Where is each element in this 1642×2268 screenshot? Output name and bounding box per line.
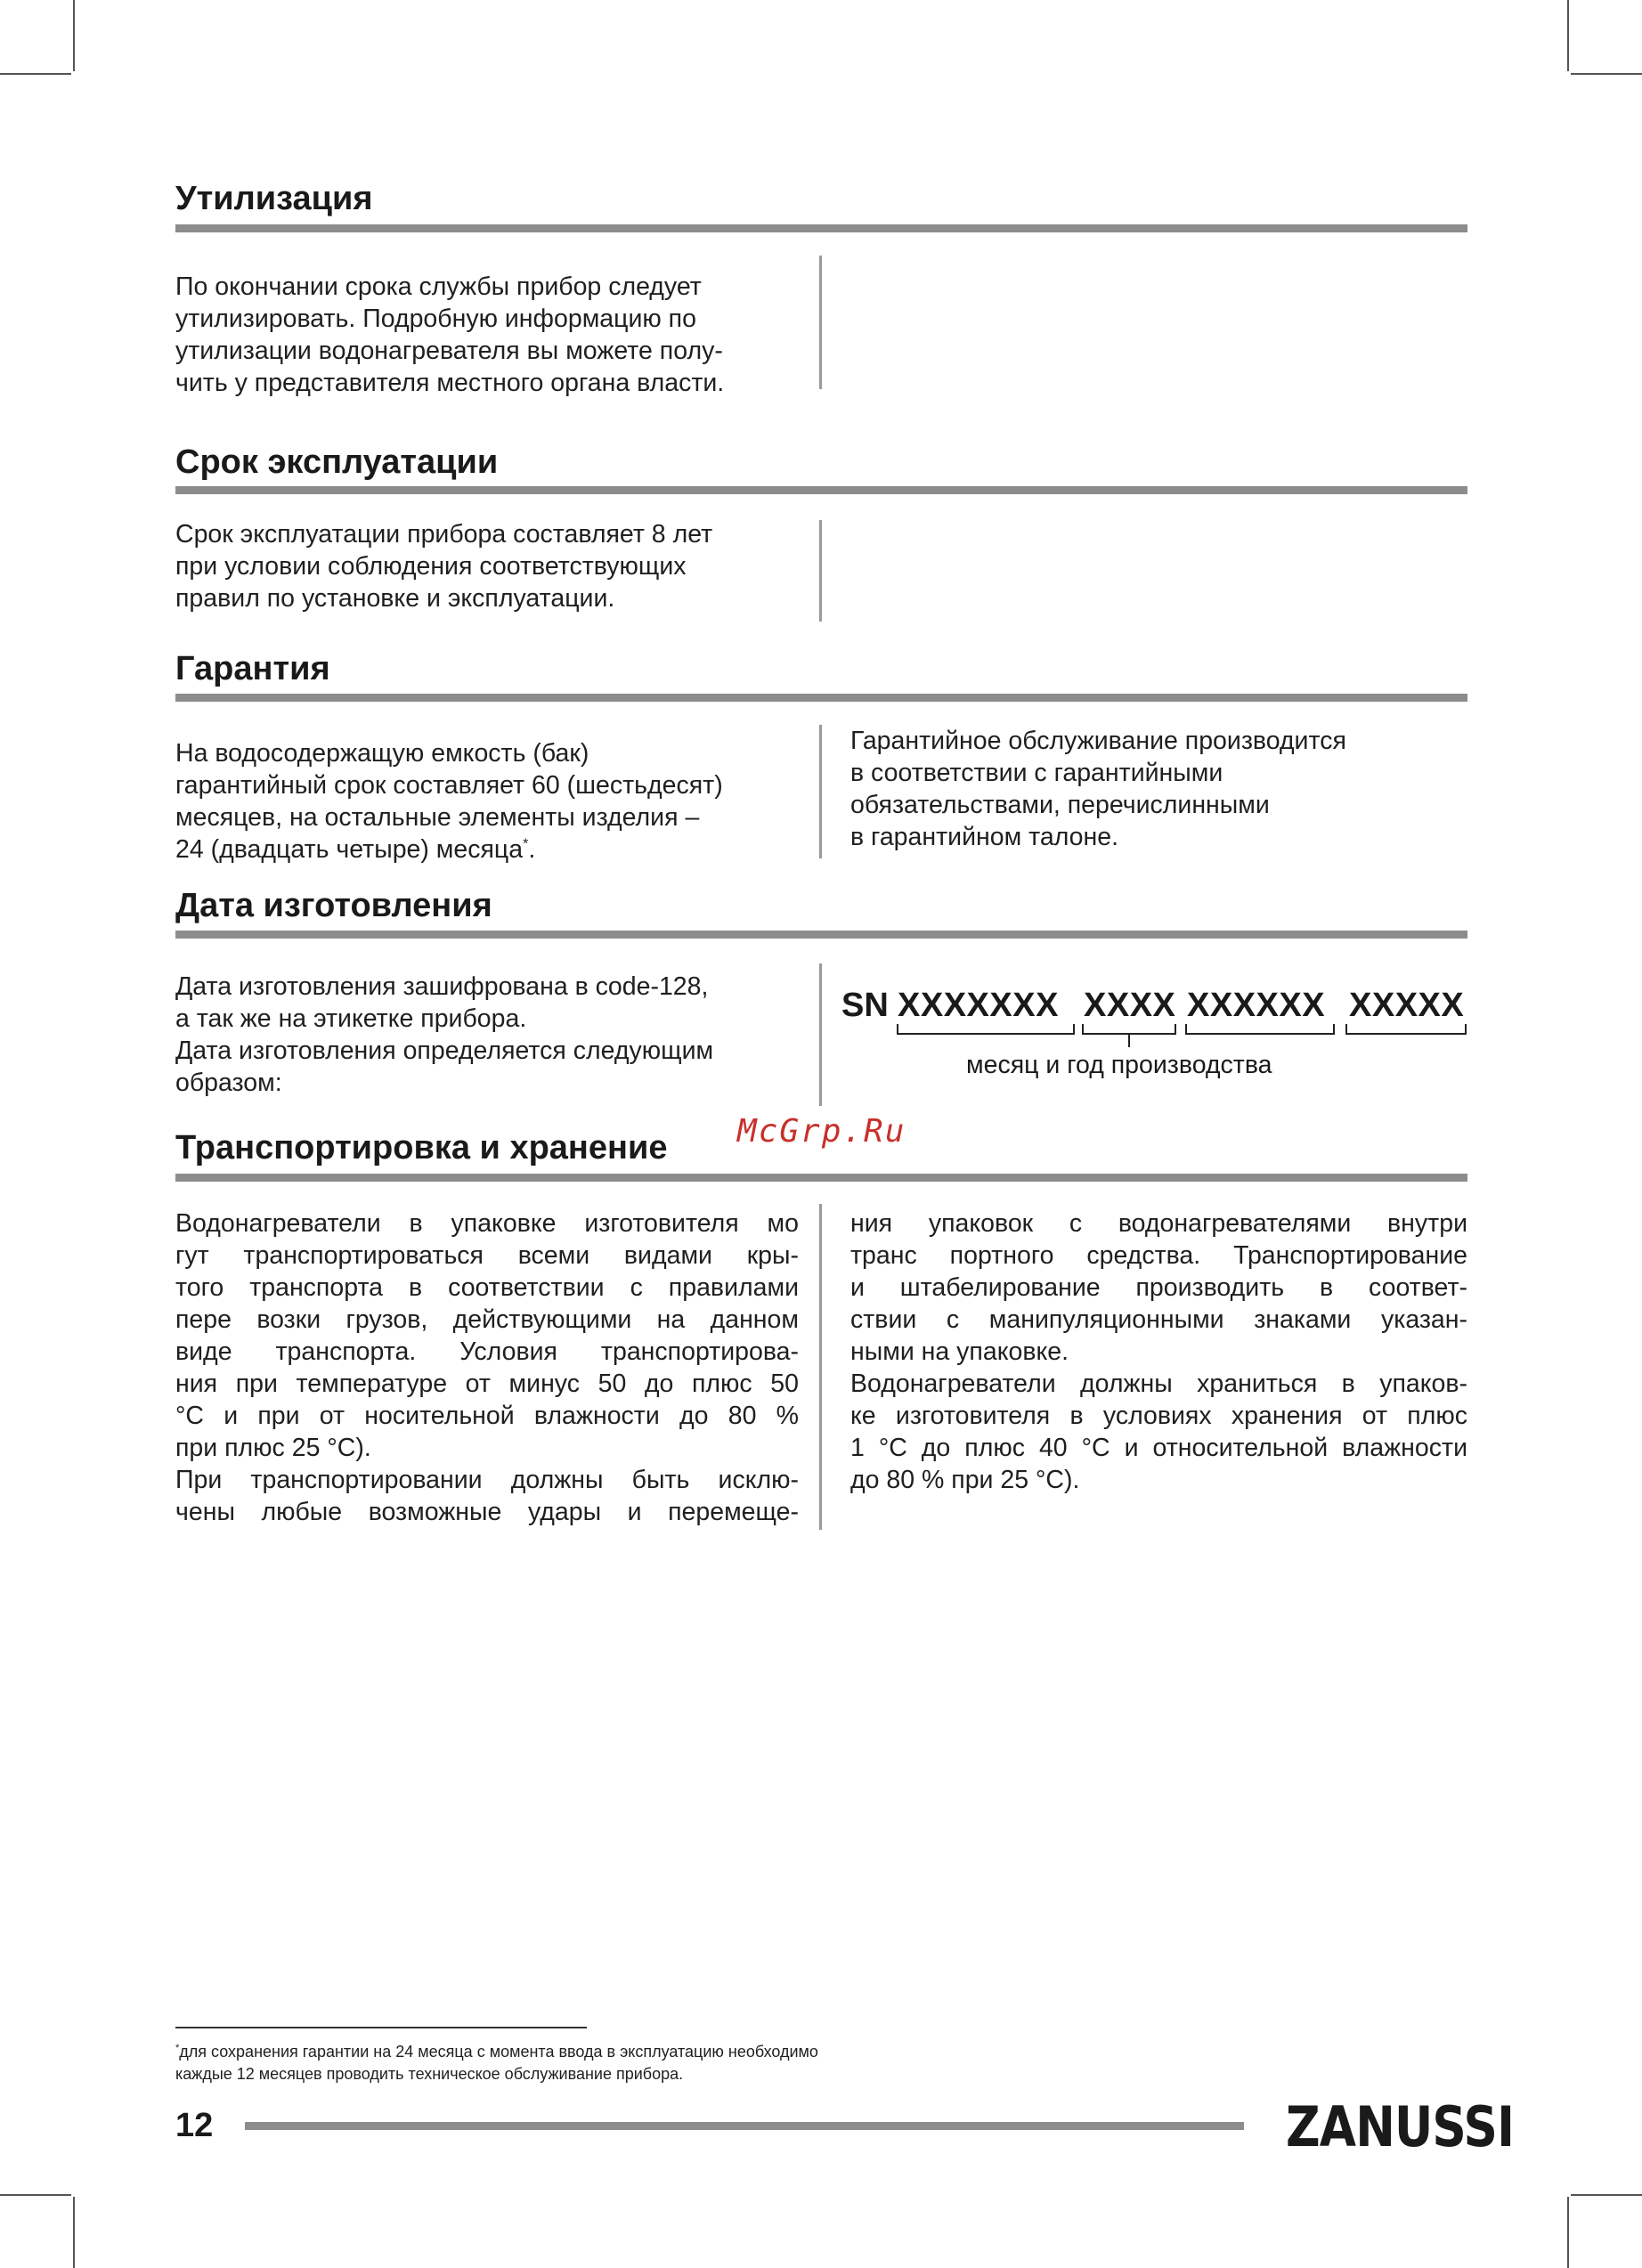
text-line: 1 °С до плюс 40 °С и относительной влажности [850,1434,1467,1462]
transport-text-right [850,1207,1467,1496]
footnote-text: для сохранения гарантии на 24 месяца с момента ввода в эксплуатацию необходимо [179,2043,818,2061]
section-title-utilization: Утилизация [175,180,373,217]
text-line: ния упаковок с водонагревателями внутри [850,1209,1467,1238]
crop-mark [1567,0,1569,71]
page-number: 12 [175,2107,214,2144]
serial-bracket [1185,1024,1335,1035]
section-rule [175,486,1467,494]
brand-logo: ZANUSSI [1286,2094,1515,2159]
column-divider [819,1204,822,1530]
section-title-warranty: Гарантия [175,650,330,687]
serial-prefix: SN [841,987,889,1024]
text-line: транс портного средства. Транспортирование [850,1241,1467,1270]
utilization-text [175,271,799,399]
footnote-marker: * [175,2043,180,2053]
text-line: и штабелирование производить в соответ- [850,1273,1467,1302]
transport-text-left [175,1207,799,1528]
serial-group: XXXX [1084,987,1176,1024]
text-line: утилизации водонагревателя вы можете полу- [175,337,723,365]
warranty-text-left [175,737,799,866]
crop-mark [73,2197,75,2268]
serial-bracket [1082,1024,1176,1035]
crop-mark [0,2194,71,2196]
serial-bracket [1345,1024,1467,1035]
text-line: образом: [175,1069,282,1097]
text-line: правил по установке и эксплуатации. [175,584,615,613]
section-title-transport: Транспортировка и хранение [175,1129,668,1167]
text-line: гарантийный срок составляет 60 (шестьдесят) [175,771,723,800]
serial-pointer [1128,1035,1130,1047]
text-line: По окончании срока службы прибор следует [175,272,702,301]
section-rule [175,694,1467,702]
section-title-manufacture-date: Дата изготовления [175,887,492,924]
section-rule [175,931,1467,939]
text-line: °С и при от носительной влажности до 80 % [175,1402,799,1430]
crop-mark [1571,2194,1642,2196]
text-line: до 80 % при 25 °С). [850,1466,1080,1494]
section-title-service-life: Срок эксплуатации [175,443,499,481]
text-line: Дата изготовления зашифрована в code-128, [175,972,709,1001]
text-line: Водонагреватели должны храниться в упаков- [850,1370,1467,1398]
watermark: McGrp.Ru [737,1113,906,1150]
text-line: ными на упаковке. [850,1337,1069,1366]
serial-group: XXXXX [1349,987,1465,1024]
column-divider [819,963,822,1106]
serial-group: XXXXXXX [898,987,1059,1024]
text-line: ке изготовителя в условиях хранения от плюс [850,1402,1467,1430]
text-fragment: 24 (двадцать четыре) месяца [175,835,524,864]
text-line: пере возки грузов, действующими на данном [175,1305,799,1334]
text-line: Водонагреватели в упаковке изготовителя мо [175,1209,799,1238]
text-line [175,833,799,866]
footnote-marker: * [523,836,529,852]
text-line: в соответствии с гарантийными [850,759,1223,787]
text-line: при условии соблюдения соответствующих [175,552,687,581]
column-divider [819,256,822,389]
crop-mark [1567,2197,1569,2268]
text-line: На водосодержащую емкость (бак) [175,739,589,768]
serial-group: XXXXXX [1187,987,1326,1024]
text-line: месяцев, на остальные элементы изделия – [175,803,700,832]
footnote-line: каждые 12 месяцев проводить техническое обслуживание прибора. [175,2065,684,2083]
text-line: утилизировать. Подробную информацию по [175,305,696,333]
footnote [175,2037,818,2085]
crop-mark [73,0,75,71]
text-line: При транспортировании должны быть исклю- [175,1466,799,1494]
text-line: Гарантийное обслуживание производится [850,727,1346,755]
section-rule [175,224,1467,232]
text-fragment: . [528,835,536,864]
text-line: а так же на этикетке прибора. [175,1004,527,1033]
serial-number-diagram [841,980,1474,1104]
section-rule [175,1174,1467,1182]
manufacture-date-text [175,971,799,1099]
text-line: Дата изготовления определяется следующим [175,1036,714,1065]
crop-mark [0,73,71,75]
column-divider [819,725,822,858]
service-life-text [175,518,799,614]
text-line: чены любые возможные удары и перемеще- [175,1498,799,1526]
text-line: Срок эксплуатации прибора составляет 8 лет [175,520,713,549]
text-line: гут транспортироваться всеми видами кры- [175,1241,799,1270]
text-line: обязательствами, перечислинными [850,791,1270,819]
footer-rule [245,2122,1244,2130]
serial-bracket [897,1024,1075,1035]
text-line: чить у представителя местного органа власти. [175,369,725,397]
text-line: ствии с манипуляционными знаками указан- [850,1305,1467,1334]
crop-mark [1571,73,1642,75]
warranty-text-right [850,725,1467,853]
footnote-rule [175,2027,587,2028]
serial-caption: месяц и год производства [966,1051,1272,1079]
text-line: виде транспорта. Условия транспортирова- [175,1337,799,1366]
text-line: того транспорта в соответствии с правилами [175,1273,799,1302]
column-divider [819,520,822,622]
text-line: ния при температуре от минус 50 до плюс 50 [175,1370,799,1398]
footnote-line [175,2037,818,2063]
text-line: в гарантийном талоне. [850,823,1119,851]
text-line: при плюс 25 °С). [175,1434,371,1462]
